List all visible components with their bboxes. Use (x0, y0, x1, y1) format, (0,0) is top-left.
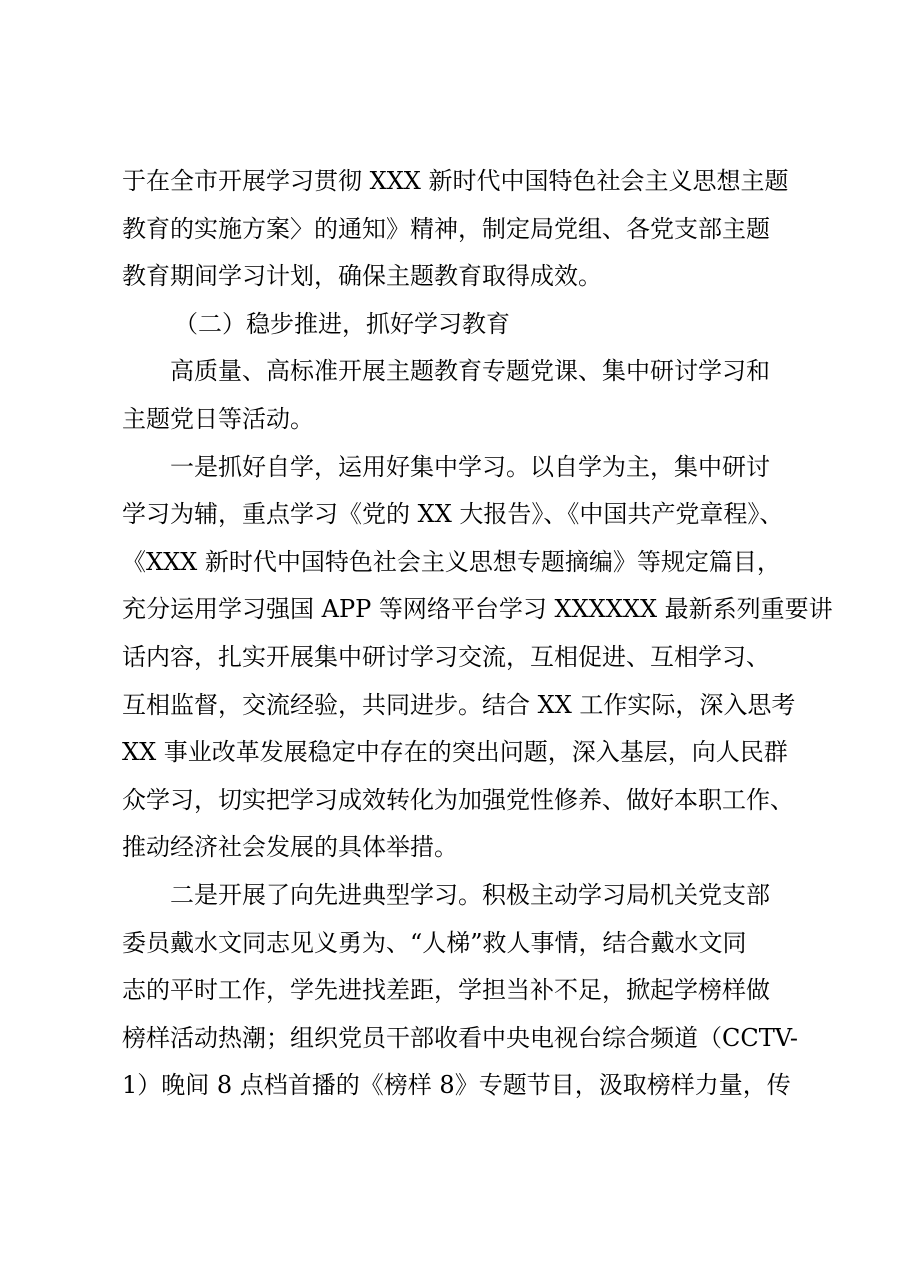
text-line: 志的平时工作，学先进找差距，学担当补不足，掀起学榜样做 (122, 976, 770, 1005)
paragraph (122, 348, 802, 443)
text-line: 充分运用学习强国 APP 等网络平台学习 XXXXXX 最新系列重要讲 (122, 595, 833, 624)
paragraph (122, 158, 802, 301)
text-line: 《XXX 新时代中国特色社会主义思想专题摘编》等规定篇目， (122, 547, 781, 576)
text-line: 于在全市开展学习贯彻 XXX 新时代中国特色社会主义思想主题 (122, 167, 789, 195)
text-line: XX 事业改革发展稳定中存在的突出问题，深入基层，向人民群 (122, 738, 788, 767)
text-line: 众学习，切实把学习成效转化为加强党性修养、做好本职工作、 (122, 785, 794, 814)
text-line: 主题党日等活动。 (122, 404, 314, 433)
text-line: 一是抓好自学，运用好集中学习。以自学为主，集中研讨 (170, 452, 770, 481)
paragraph (122, 444, 833, 872)
text-line: 学习为辅，重点学习《党的 XX 大报告》、《中国共产党章程》、 (122, 500, 784, 529)
text-line: 高质量、高标准开展主题教育专题党课、集中研讨学习和 (170, 357, 770, 386)
text-line: 推动经济社会发展的具体举措。 (122, 833, 458, 862)
text-line: 教育的实施方案〉的通知》精神，制定局党组、各党支部主题 (122, 214, 770, 243)
text-line: 二是开展了向先进典型学习。积极主动学习局机关党支部 (170, 880, 770, 909)
section-heading (122, 301, 802, 349)
text-line: （二）稳步推进，抓好学习教育 (174, 309, 510, 338)
text-line: 榜样活动热潮；组织党员干部收看中央电视台综合频道（CCTV- (122, 1023, 798, 1052)
text-line: 委员戴水文同志见义勇为、“人梯”救人事情，结合戴水文同 (122, 928, 747, 957)
paragraph (122, 872, 802, 1110)
text-line: 互相监督，交流经验，共同进步。结合 XX 工作实际，深入思考 (122, 690, 796, 719)
document-body (122, 158, 833, 1110)
text-line: 教育期间学习计划，确保主题教育取得成效。 (122, 262, 602, 291)
text-line: 话内容，扎实开展集中研讨学习交流，互相促进、互相学习、 (122, 642, 770, 671)
text-line: 1）晚间 8 点档首播的《榜样 8》专题节目，汲取榜样力量，传 (122, 1071, 791, 1100)
